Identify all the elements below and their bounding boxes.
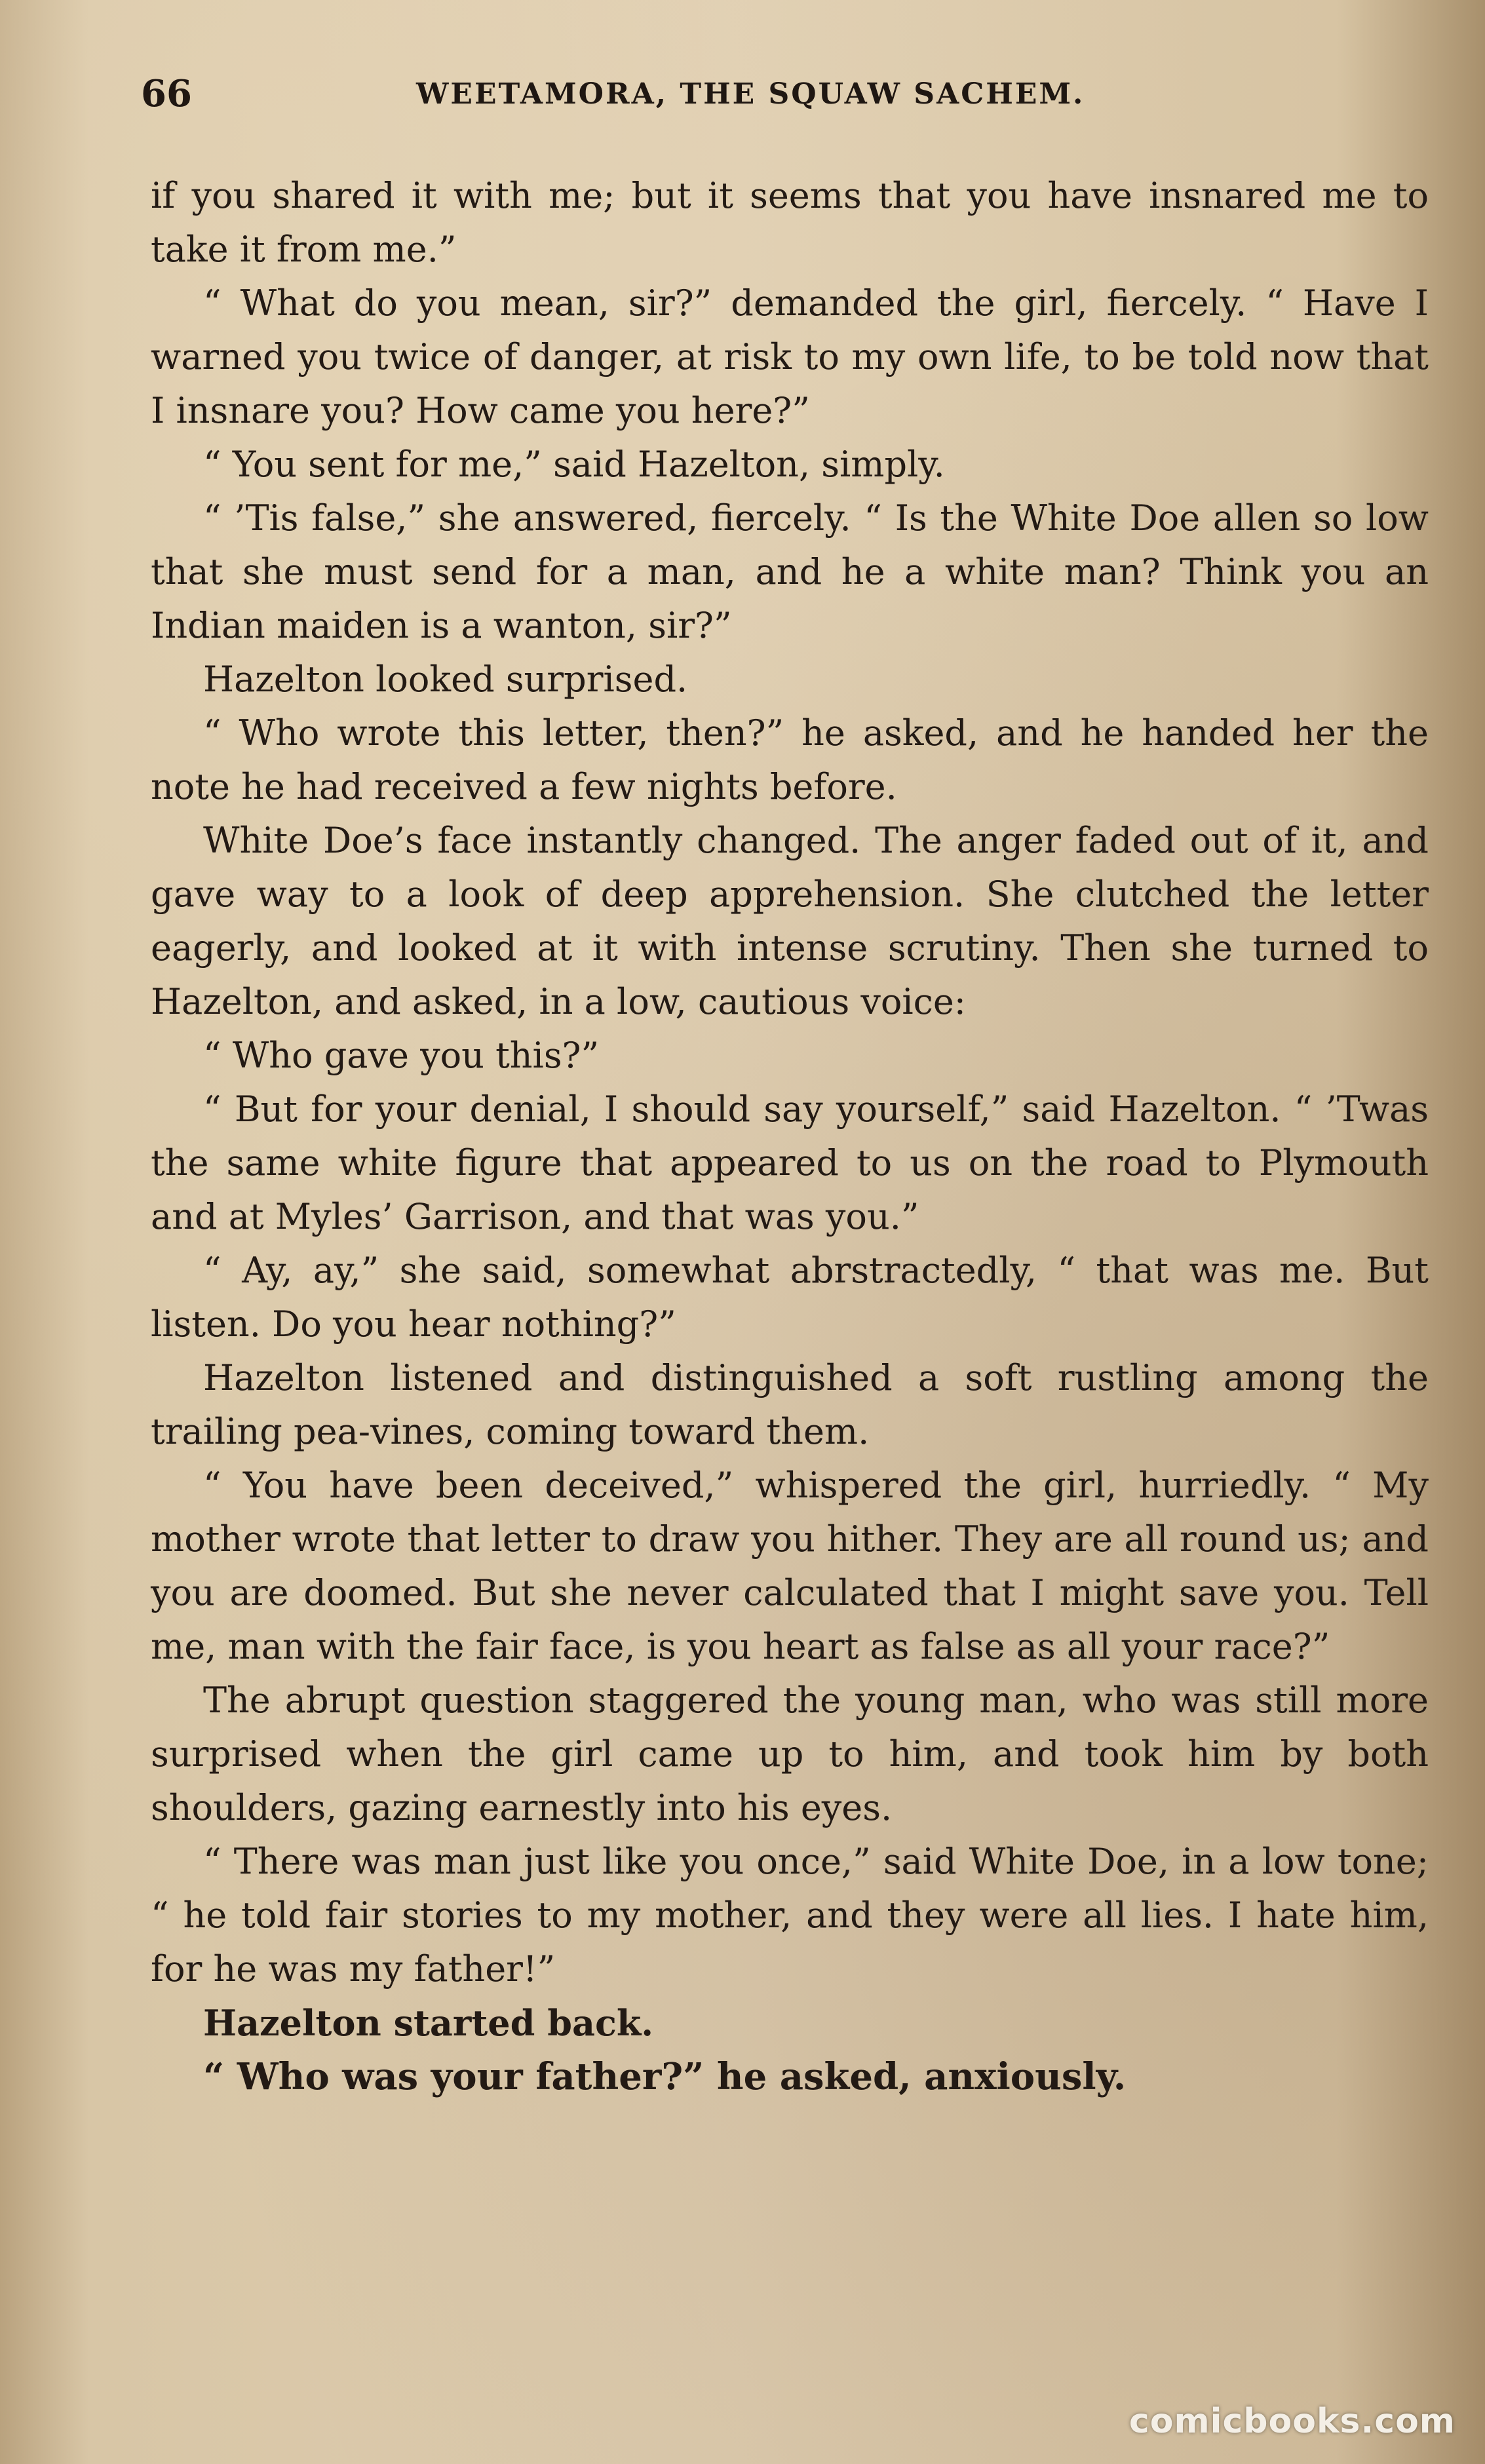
paragraph: “ Who wrote this letter, then?” he asked, and he handed her the note he had received a few nights before. xyxy=(151,712,1429,807)
paragraph: Hazelton looked surprised. xyxy=(203,659,688,700)
paragraph: “ Who gave you this?” xyxy=(203,1035,600,1076)
page-header xyxy=(141,72,1419,125)
paragraph: “ You have been deceived,” whispered the girl, hurriedly. “ My mother wrote that letter to draw you hither. They are all round us; and you are doomed. But she never calculated that I might save you. Tell me, man with the fair face, is you heart as false as all your race?” xyxy=(151,1465,1429,1667)
paragraph: “ ’Tis false,” she answered, fiercely. “ Is the White Doe allen so low that she must send for a man, and he a white man? Think you an Indian maiden is a wanton, sir?” xyxy=(151,497,1429,646)
paragraph: “ Who was your father?” he asked, anxiously. xyxy=(203,2055,1127,2098)
watermark-text: comicbooks.com xyxy=(1128,2402,1456,2441)
paragraph: “ What do you mean, sir?” demanded the girl, fiercely. “ Have I warned you twice of danger, at risk to my own life, to be told now that I insnare you? How came you here?” xyxy=(151,282,1429,431)
paragraph: “ Ay, ay,” she said, somewhat abrstractedly, “ that was me. But listen. Do you hear nothing?” xyxy=(151,1250,1429,1345)
paragraph: Hazelton listened and distinguished a soft rustling among the trailing pea-vines, coming toward them. xyxy=(151,1357,1429,1452)
running-head: WEETAMORA, THE SQUAW SACHEM. xyxy=(416,77,1085,111)
body-text xyxy=(151,169,1429,2104)
paragraph: “ There was man just like you once,” said White Doe, in a low tone; “ he told fair stories to my mother, and they were all lies. I hate him, for he was my father!” xyxy=(151,1841,1429,1990)
paragraph: Hazelton started back. xyxy=(203,2002,654,2044)
paragraph: White Doe’s face instantly changed. The anger faded out of it, and gave way to a look of deep apprehension. She clutched the letter eagerly, and looked at it with intense scrutiny. Then she turned to Hazelton, and asked, in a low, cautious voice: xyxy=(151,820,1429,1022)
page-number: 66 xyxy=(141,72,192,115)
paragraph: “ But for your denial, I should say yourself,” said Hazelton. “ ’Twas the same white figure that appeared to us on the road to Plymouth and at Myles’ Garrison, and that was you.” xyxy=(151,1088,1429,1237)
paragraph: The abrupt question staggered the young man, who was still more surprised when the girl came up to him, and took him by both shoulders, gazing earnestly into his eyes. xyxy=(151,1680,1429,1828)
paragraph: if you shared it with me; but it seems that you have insnared me to take it from me.” xyxy=(151,175,1429,270)
paragraph: “ You sent for me,” said Hazelton, simply. xyxy=(203,444,945,485)
